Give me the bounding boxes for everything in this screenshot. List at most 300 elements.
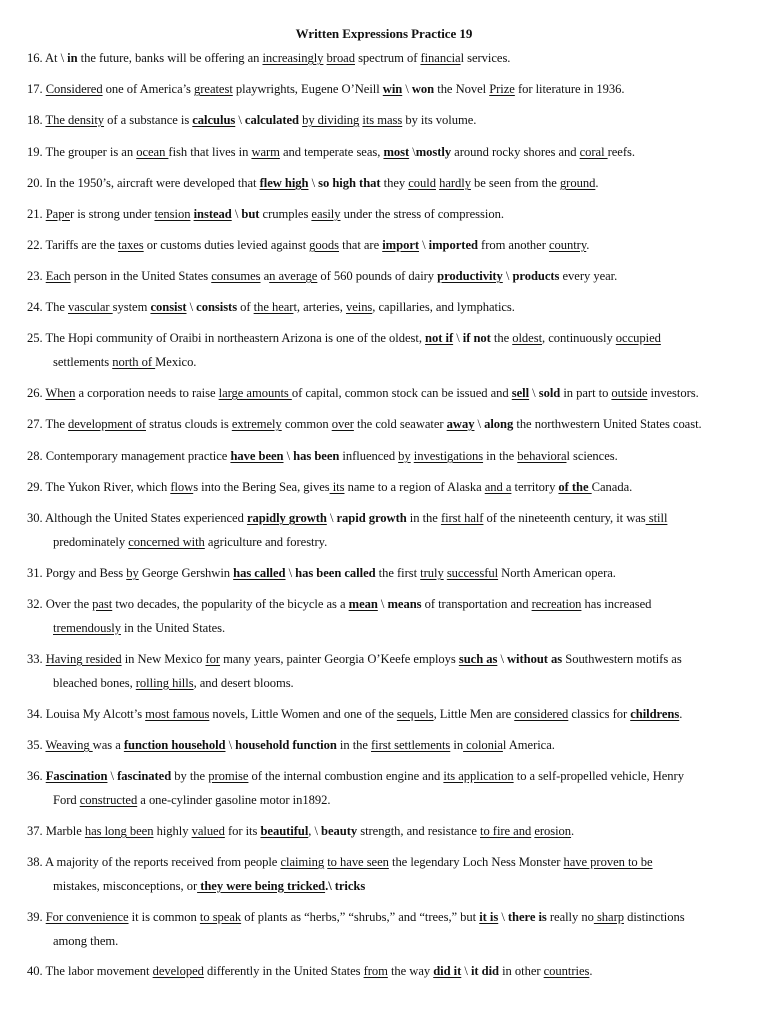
text-segment: that are	[339, 238, 383, 252]
underlined-segment: they were being tricked	[197, 878, 326, 893]
underlined-segment: Pape	[45, 207, 70, 221]
bold-answer: but	[241, 207, 260, 221]
text-segment: or customs duties levied against	[143, 238, 310, 252]
text-segment: Although the United States experienced	[45, 511, 247, 525]
question-number: 20.	[27, 176, 46, 190]
underlined-segment: rapidly growth	[246, 511, 327, 525]
underlined-segment: increasingly	[262, 51, 324, 65]
question-text	[45, 417, 701, 431]
underlined-segment: for	[205, 652, 221, 666]
text-segment: they	[380, 176, 409, 190]
text-segment: Louisa My Alcott’s	[45, 707, 146, 721]
question-text	[46, 910, 685, 924]
text-segment: stratus clouds is	[146, 417, 232, 431]
question-item	[27, 851, 752, 898]
text-segment: spectrum of	[354, 51, 421, 65]
underlined-segment: over	[331, 417, 354, 431]
underlined-segment: beautiful	[260, 824, 309, 838]
underlined-segment: first half	[440, 511, 484, 525]
underlined-segment: coral	[579, 145, 608, 159]
question-number: 35.	[27, 738, 46, 752]
underlined-segment: sell	[511, 386, 530, 400]
underlined-segment: north of	[112, 354, 156, 369]
text-segment: Over the	[45, 597, 93, 611]
text-segment: \	[377, 597, 388, 611]
text-segment: novels, Little Women and one of the	[209, 707, 397, 721]
text-segment: name to a region of Alaska	[344, 480, 485, 494]
underlined-segment: by	[126, 566, 139, 580]
text-segment: for its	[224, 824, 261, 838]
text-segment: influenced	[339, 449, 399, 463]
text-segment: from another	[477, 238, 549, 252]
question-item	[27, 327, 752, 374]
question-item	[27, 78, 752, 102]
underlined-segment: Prize	[489, 82, 515, 96]
text-segment: in	[450, 738, 464, 752]
text-segment: The Hopi community of Oraibi in northeastern Arizona is one of the oldest,	[45, 331, 426, 345]
text-segment: in other	[499, 964, 544, 978]
text-segment: bleached bones,	[53, 675, 136, 690]
text-segment: .	[586, 238, 590, 252]
underlined-segment: successful	[446, 566, 499, 580]
underlined-segment: could	[408, 176, 436, 190]
text-segment: the legendary Loch Ness Monster	[388, 855, 564, 869]
text-segment: by the	[171, 769, 209, 783]
question-item	[27, 413, 752, 437]
underlined-segment: mean	[348, 597, 378, 611]
text-segment: strength, and resistance	[357, 824, 480, 838]
question-text	[46, 769, 684, 783]
underlined-segment: For convenience	[45, 910, 129, 924]
underlined-segment: have proven to be	[563, 855, 653, 869]
underlined-segment: warm	[251, 145, 280, 159]
underlined-segment: productivity	[437, 269, 503, 283]
question-item	[27, 507, 752, 554]
text-segment: a corporation needs to raise	[75, 386, 219, 400]
underlined-segment: financia	[420, 51, 461, 65]
underlined-segment: import	[382, 238, 420, 252]
question-text-continued	[27, 672, 752, 696]
text-segment: The labor movement	[45, 964, 153, 978]
underlined-segment: recreation	[531, 597, 582, 611]
text-segment: Canada.	[591, 480, 633, 494]
text-segment: \	[107, 769, 118, 783]
underlined-segment: veins	[345, 300, 373, 314]
question-number: 32.	[27, 597, 46, 611]
underlined-segment: its mass	[362, 113, 403, 127]
question-text-continued	[27, 875, 752, 899]
underlined-segment: still	[645, 511, 668, 525]
underlined-segment: large amounts	[218, 386, 292, 400]
text-segment: the cold seawater	[353, 417, 447, 431]
underlined-segment: ground	[559, 176, 596, 190]
underlined-segment: away	[446, 417, 475, 431]
question-item	[27, 172, 752, 196]
question-number: 26.	[27, 386, 46, 400]
bold-answer: so high that	[318, 176, 381, 190]
text-segment: the future, banks will be offering an	[77, 51, 263, 65]
underlined-segment: Having resided	[45, 652, 122, 666]
text-segment: \	[235, 113, 245, 127]
underlined-segment: claiming	[280, 855, 325, 869]
bold-answer: household function	[235, 738, 337, 752]
bold-answer: has been	[293, 449, 340, 463]
underlined-segment: have been	[230, 449, 284, 463]
question-text	[45, 511, 667, 525]
text-segment: Porgy and Bess	[45, 566, 127, 580]
question-item	[27, 445, 752, 469]
question-item	[27, 382, 752, 406]
text-segment: of the internal combustion engine and	[248, 769, 444, 783]
text-segment: s into the Bering Sea, gives	[193, 480, 330, 494]
text-segment: settlements	[53, 354, 113, 369]
bold-answer: without as	[507, 652, 563, 666]
underlined-segment: vascular	[68, 300, 113, 314]
underlined-segment: from	[363, 964, 388, 978]
question-item	[27, 765, 752, 812]
text-segment: In the 1950’s, aircraft were developed that	[45, 176, 260, 190]
underlined-segment: The density	[45, 113, 105, 127]
text-segment: of transportation and	[421, 597, 532, 611]
text-segment: \	[402, 82, 412, 96]
text-segment: , continuously	[542, 331, 616, 345]
underlined-segment: consumes	[211, 269, 261, 283]
underlined-segment: At	[45, 51, 58, 65]
text-segment: be seen from the	[470, 176, 560, 190]
underlined-segment: investigations	[413, 449, 484, 463]
text-segment: \	[186, 300, 197, 314]
underlined-segment: instead	[193, 207, 232, 221]
text-segment: \	[283, 449, 294, 463]
bold-answer: imported	[428, 238, 478, 252]
text-segment: the first	[375, 566, 421, 580]
text-segment: around rocky shores and	[451, 145, 580, 159]
question-text	[45, 480, 632, 494]
bold-answer: beauty	[321, 824, 358, 838]
underlined-segment: to fire and	[480, 824, 532, 838]
question-text	[45, 386, 698, 400]
text-segment: .	[589, 964, 593, 978]
question-number: 36.	[27, 769, 46, 783]
question-item	[27, 820, 752, 844]
question-number: 31.	[27, 566, 46, 580]
underlined-segment: concerned with	[128, 534, 205, 549]
underlined-segment: the hear	[253, 300, 294, 314]
underlined-segment: to speak	[199, 910, 242, 924]
text-segment: Southwestern motifs as	[562, 652, 682, 666]
underlined-segment: developed	[152, 964, 204, 978]
text-segment: in part to	[560, 386, 612, 400]
text-segment: \	[225, 738, 236, 752]
text-segment: many years, painter Georgia O’Keefe employs	[220, 652, 459, 666]
text-segment: a one-cylinder gasoline motor in1892.	[137, 792, 331, 807]
underlined-segment: greatest	[194, 82, 233, 96]
bold-answer: has been called	[295, 566, 376, 580]
text-segment: the	[490, 331, 513, 345]
text-segment: was a	[92, 738, 124, 752]
underlined-segment: childrens	[630, 707, 680, 721]
question-number: 30.	[27, 511, 45, 525]
question-text	[45, 738, 554, 752]
underlined-segment: hardly	[439, 176, 471, 190]
question-item	[27, 47, 752, 71]
underlined-segment: valued	[191, 824, 225, 838]
text-segment: A majority of the reports received from people	[45, 855, 281, 869]
underlined-segment: behaviora	[517, 449, 567, 463]
underlined-segment: country	[548, 238, 587, 252]
question-number: 29.	[27, 480, 46, 494]
text-segment: l sciences.	[566, 449, 618, 463]
underlined-segment: of the	[558, 480, 592, 494]
question-text	[45, 145, 634, 159]
text-segment: l services.	[460, 51, 511, 65]
text-segment: the northwestern United States coast.	[513, 417, 702, 431]
text-segment: of capital, common stock can be issued and	[291, 386, 512, 400]
question-item	[27, 648, 752, 695]
underlined-segment: promise	[208, 769, 249, 783]
underlined-segment: taxes	[118, 238, 144, 252]
underlined-segment: n average	[269, 269, 318, 283]
underlined-segment: such as	[458, 652, 498, 666]
question-text	[45, 331, 660, 345]
text-segment: The	[45, 300, 68, 314]
text-segment: The	[45, 417, 68, 431]
question-item	[27, 109, 752, 133]
bold-answer: mostly	[415, 145, 452, 159]
bold-answer: if not	[462, 331, 491, 345]
text-segment: reefs.	[607, 145, 635, 159]
underlined-segment: tension	[154, 207, 191, 221]
question-item	[27, 234, 752, 258]
text-segment: \	[497, 652, 507, 666]
underlined-segment: easily	[311, 207, 341, 221]
bold-answer: rapid growth	[336, 511, 407, 525]
text-segment: common	[281, 417, 332, 431]
underlined-segment: has long been	[84, 824, 154, 838]
text-segment: of plants as “herbs,” “shrubs,” and “trees,” but	[241, 910, 480, 924]
underlined-segment: countries	[543, 964, 590, 978]
text-segment: Mexico.	[155, 354, 197, 369]
question-text-continued	[27, 531, 752, 555]
text-segment: in the United States.	[120, 620, 226, 635]
text-segment: Ford	[53, 792, 80, 807]
text-segment: Contemporary management practice	[45, 449, 231, 463]
underlined-segment: its application	[443, 769, 514, 783]
text-segment: playwrights, Eugene O’Neill	[232, 82, 383, 96]
question-text	[46, 176, 599, 190]
question-number: 23.	[27, 269, 46, 283]
bold-answer: consists	[196, 300, 238, 314]
question-text	[46, 707, 683, 721]
question-item	[27, 960, 752, 984]
text-segment: \	[453, 331, 463, 345]
underlined-segment: by	[398, 449, 411, 463]
question-item	[27, 593, 752, 640]
question-item	[27, 296, 752, 320]
text-segment: one of America’s	[102, 82, 195, 96]
text-segment: crumples	[259, 207, 312, 221]
text-segment: , Little Men are	[433, 707, 515, 721]
text-segment: person in the United States	[70, 269, 212, 283]
text-segment: classics for	[568, 707, 631, 721]
question-item	[27, 265, 752, 289]
text-segment: under the stress of compression.	[340, 207, 504, 221]
underlined-segment: most famous	[145, 707, 210, 721]
question-text	[45, 51, 510, 65]
text-segment: investors.	[647, 386, 699, 400]
text-segment: \	[57, 51, 68, 65]
bold-answer: in	[67, 51, 78, 65]
question-number: 19.	[27, 145, 46, 159]
text-segment: Tariffs are the	[45, 238, 119, 252]
underlined-segment: did it	[433, 964, 462, 978]
bold-answer: won	[411, 82, 435, 96]
text-segment: \	[409, 145, 416, 159]
text-segment: .	[595, 176, 599, 190]
question-text-continued	[27, 351, 752, 375]
text-segment: it is common	[128, 910, 200, 924]
text-segment: George Gershwin	[138, 566, 234, 580]
text-segment: the way	[387, 964, 434, 978]
question-item	[27, 562, 752, 586]
text-segment: a	[260, 269, 270, 283]
text-segment: every year.	[559, 269, 618, 283]
underlined-segment: occupied	[615, 331, 661, 345]
text-segment: distinctions	[623, 910, 685, 924]
question-number: 27.	[27, 417, 46, 431]
question-number: 34.	[27, 707, 46, 721]
question-number: 16.	[27, 51, 45, 65]
underlined-segment: Considered	[45, 82, 103, 96]
underlined-segment: ocean	[136, 145, 169, 159]
underlined-segment: goods	[309, 238, 340, 252]
text-segment: for literature in 1936.	[514, 82, 625, 96]
question-text-continued	[27, 930, 752, 954]
question-item	[27, 734, 752, 758]
underlined-segment: its	[329, 480, 345, 494]
text-segment: and temperate seas,	[279, 145, 384, 159]
question-number: 38.	[27, 855, 45, 869]
question-number: 33.	[27, 652, 46, 666]
text-segment: territory	[511, 480, 559, 494]
text-segment: of the nineteenth century, it was	[483, 511, 646, 525]
underlined-segment: Fascination	[45, 769, 108, 783]
text-segment: in the	[336, 738, 372, 752]
text-segment: of a substance is	[104, 113, 193, 127]
underlined-segment: win	[382, 82, 403, 96]
underlined-segment: considered	[514, 707, 569, 721]
underlined-segment: most	[383, 145, 410, 159]
text-segment: agriculture and forestry.	[204, 534, 328, 549]
question-text-continued	[27, 617, 752, 641]
underlined-segment: not if	[425, 331, 454, 345]
text-segment: has increased	[581, 597, 652, 611]
text-segment: two decades, the popularity of the bicycle as a	[112, 597, 349, 611]
text-segment: of 560 pounds of dairy	[317, 269, 438, 283]
question-text	[45, 300, 514, 314]
underlined-segment: constructed	[79, 792, 138, 807]
question-text	[45, 855, 653, 869]
underlined-segment: sharp	[593, 910, 624, 924]
text-segment: The Yukon River, which	[45, 480, 171, 494]
question-item	[27, 141, 752, 165]
underlined-segment: tremendously	[53, 620, 121, 635]
text-segment: the Novel	[434, 82, 490, 96]
text-segment: .	[679, 707, 683, 721]
question-text	[46, 824, 574, 838]
underlined-segment: colonia	[463, 738, 503, 752]
text-segment: North American opera.	[498, 566, 616, 580]
bold-answer: calculated	[244, 113, 299, 127]
underlined-segment: extremely	[231, 417, 282, 431]
underlined-segment: past	[92, 597, 113, 611]
question-text	[46, 207, 504, 221]
question-text	[46, 597, 652, 611]
underlined-segment: development of	[68, 417, 146, 431]
text-segment: l America.	[502, 738, 555, 752]
bold-answer: .\ tricks	[325, 878, 366, 893]
text-segment: highly	[153, 824, 192, 838]
underlined-segment: to have seen	[327, 855, 389, 869]
question-text-continued	[27, 789, 752, 813]
text-segment: \	[502, 269, 513, 283]
text-segment: of	[237, 300, 254, 314]
underlined-segment: it is	[479, 910, 499, 924]
bold-answer: along	[484, 417, 514, 431]
question-number: 28.	[27, 449, 46, 463]
question-text	[46, 566, 616, 580]
underlined-segment: outside	[611, 386, 648, 400]
page-title: Written Expressions Practice 19	[295, 26, 473, 41]
text-segment: differently in the United States	[203, 964, 364, 978]
text-segment: system	[112, 300, 151, 314]
text-segment: The grouper is an	[45, 145, 137, 159]
question-number: 39.	[27, 910, 46, 924]
underlined-segment: calculus	[192, 113, 236, 127]
text-segment: \	[308, 176, 319, 190]
text-segment: \	[419, 238, 429, 252]
bold-answer: sold	[538, 386, 561, 400]
question-number: 18.	[27, 113, 46, 127]
question-text	[46, 652, 682, 666]
underlined-segment: consist	[150, 300, 187, 314]
underlined-segment: When	[45, 386, 76, 400]
underlined-segment: erosion	[534, 824, 572, 838]
underlined-segment: truly	[420, 566, 444, 580]
underlined-segment: broad	[326, 51, 355, 65]
text-segment: in the	[483, 449, 518, 463]
underlined-segment: flow	[170, 480, 194, 494]
question-number: 24.	[27, 300, 46, 314]
text-segment: , \	[308, 824, 322, 838]
question-text	[45, 238, 589, 252]
text-segment: predominately	[53, 534, 129, 549]
text-segment: in the	[406, 511, 441, 525]
question-item	[27, 203, 752, 227]
bold-answer: means	[387, 597, 422, 611]
text-segment: \	[326, 511, 337, 525]
bold-answer: it did	[470, 964, 499, 978]
text-segment: among them.	[53, 933, 119, 948]
underlined-segment: Weaving	[45, 738, 93, 752]
text-segment: \	[285, 566, 296, 580]
underlined-segment: rolling hills	[135, 675, 194, 690]
text-segment: Marble	[45, 824, 85, 838]
question-number: 25.	[27, 331, 46, 345]
underlined-segment: and a	[484, 480, 512, 494]
bold-answer: products	[512, 269, 560, 283]
underlined-segment: Each	[45, 269, 71, 283]
